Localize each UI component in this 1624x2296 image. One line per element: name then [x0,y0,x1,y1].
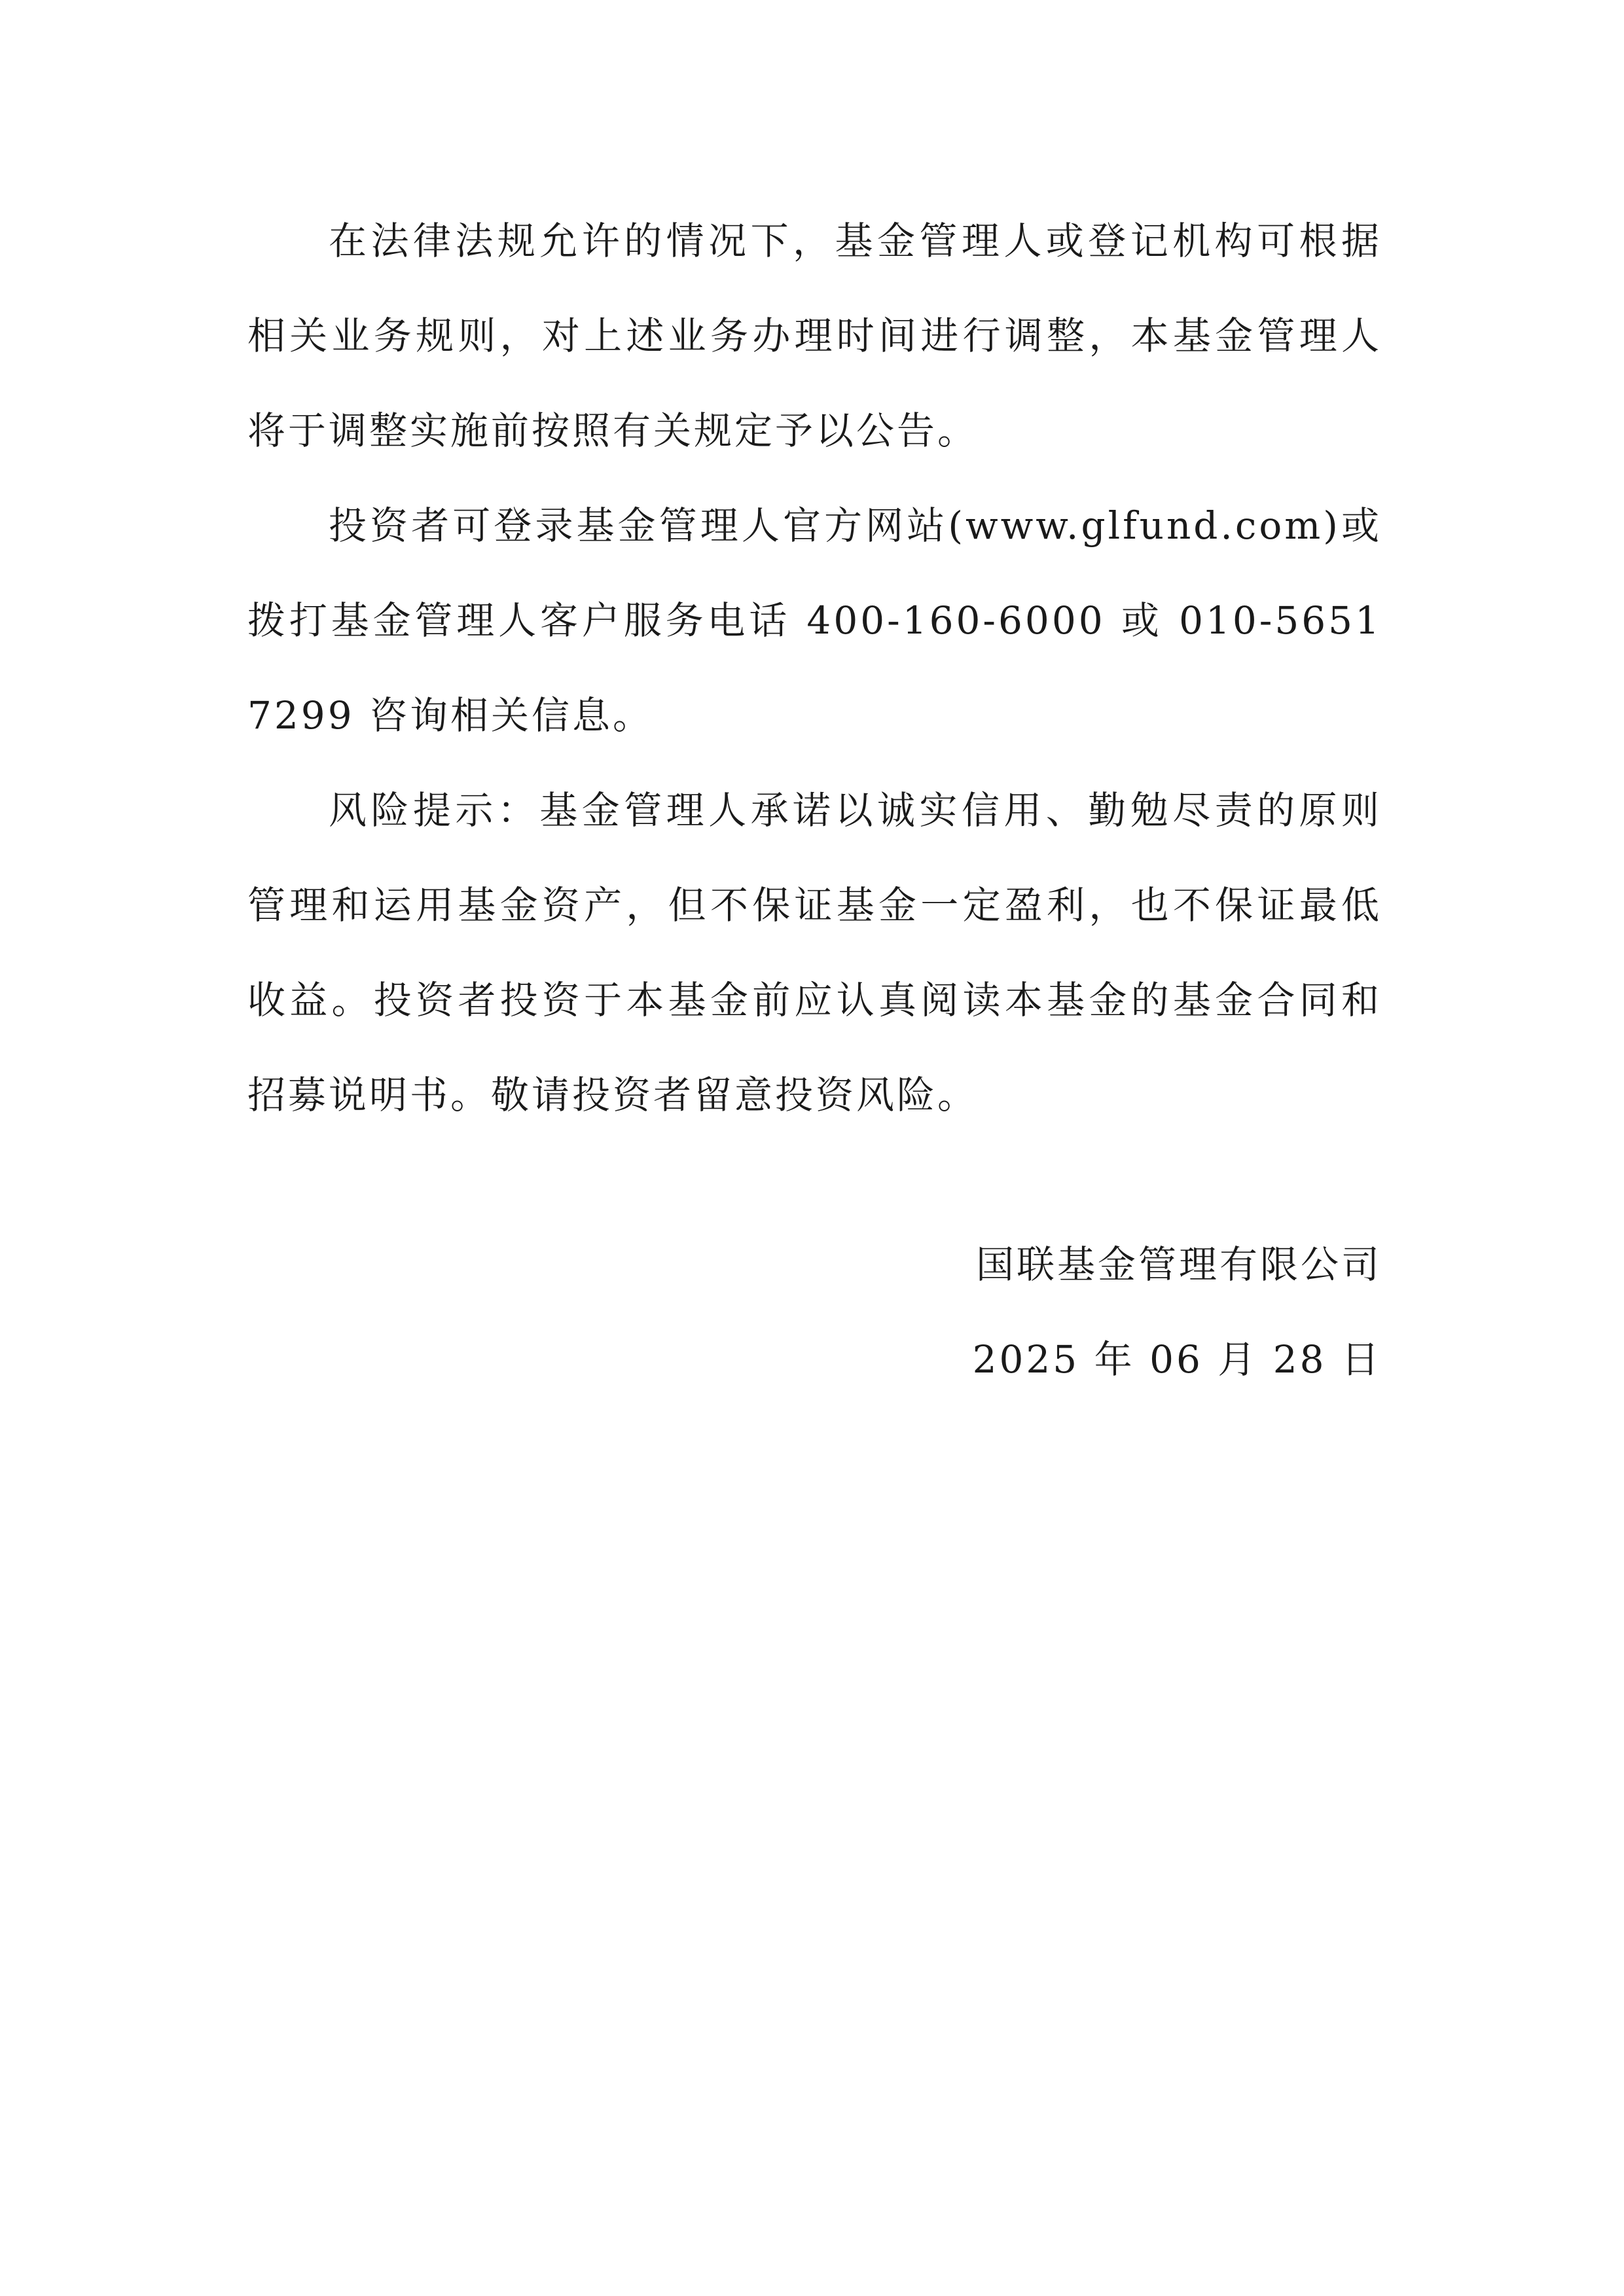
paragraph-risk-warning: 风险提示：基金管理人承诺以诚实信用、勤勉尽责的原则管理和运用基金资产，但不保证基金一定盈利，也不保证最低收益。投资者投资于本基金前应认真阅读本基金的基金合同和招募说明书。敬请投资者留意投资风险。 [247,788,1382,1117]
paragraph-contact-info: 投资者可登录基金管理人官方网站(www.glfund.com)或拨打基金管理人客户服务电话 400-160-6000 或 010-56517299 咨询相关信息。 [247,503,1382,738]
company-name: 国联基金管理有限公司 [975,1242,1382,1287]
paragraph-adjustment-notice: 在法律法规允许的情况下，基金管理人或登记机构可根据相关业务规则，对上述业务办理时间进行调整，本基金管理人将于调整实施前按照有关规定予以公告。 [247,219,1382,453]
signature-block [785,1217,1382,1407]
issue-date: 2025 年 06 月 28 日 [972,1337,1382,1382]
body-text [247,194,1382,1143]
